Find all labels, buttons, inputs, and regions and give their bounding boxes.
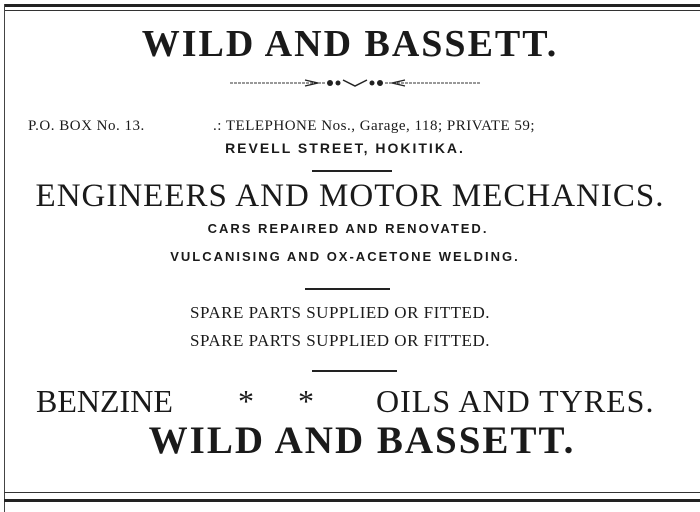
po-box: P.O. BOX No. 13. (28, 118, 145, 134)
spare-parts-line-1: SPARE PARTS SUPPLIED OR FITTED. (190, 303, 490, 322)
advert-title: WILD AND BASSETT. (141, 23, 559, 65)
footer-title: WILD AND BASSETT. (148, 419, 576, 462)
spare-parts-line-2: SPARE PARTS SUPPLIED OR FITTED. (190, 331, 490, 350)
services-heading: ENGINEERS AND MOTOR MECHANICS. (35, 178, 665, 214)
bottom-border-rule-thin (4, 492, 700, 493)
benzine-label: BENZINE (36, 383, 173, 419)
welding-line: VULCANISING AND OX-ACETONE WELDING. (170, 249, 520, 264)
repairs-line: CARS REPAIRED AND RENOVATED. (207, 221, 489, 236)
divider-rule-1 (312, 170, 392, 172)
ornament-divider (230, 78, 480, 88)
divider-rule-3 (312, 370, 397, 372)
top-border-rule-thin (4, 10, 700, 11)
top-border-rule (4, 4, 700, 7)
divider-rule-2 (305, 288, 390, 290)
star-ornament-1: * (238, 383, 254, 419)
bottom-border-rule (4, 499, 700, 502)
oils-tyres-label: OILS AND TYRES. (376, 383, 655, 419)
star-ornament-2: * (298, 383, 314, 419)
street-address: REVELL STREET, HOKITIKA. (225, 140, 465, 156)
telephone-numbers: .: TELEPHONE Nos., Garage, 118; PRIVATE 59; (213, 118, 536, 134)
benzine-oils-row (0, 383, 700, 423)
